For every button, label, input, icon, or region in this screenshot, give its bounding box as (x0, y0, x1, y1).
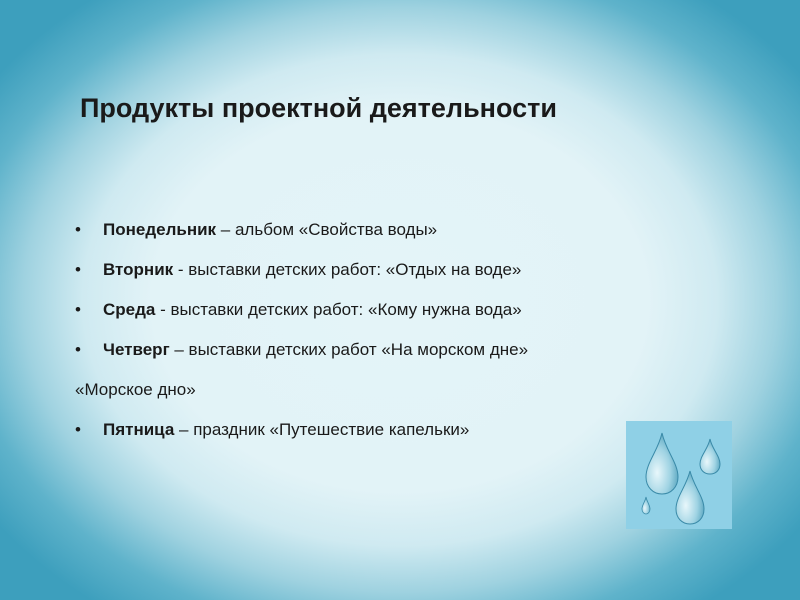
day-label: Вторник (103, 260, 174, 279)
water-drops-icon (626, 421, 732, 529)
list-item (75, 416, 715, 456)
day-label: Среда (103, 300, 156, 319)
bullet-icon: • (75, 420, 81, 439)
list-item (75, 256, 715, 296)
day-label: Пятница (103, 420, 175, 439)
list-item (75, 296, 715, 336)
item-text: «Морское дно» (75, 380, 196, 399)
bullet-icon: • (75, 340, 81, 359)
schedule-list (75, 216, 715, 456)
day-label: Четверг (103, 340, 170, 359)
item-text: – праздник «Путешествие капельки» (174, 420, 470, 439)
water-drops-image (626, 421, 732, 529)
item-text: - выставки детских работ: «Кому нужна вода» (155, 300, 522, 319)
list-item (75, 216, 715, 256)
item-text: – альбом «Свойства воды» (216, 220, 438, 239)
list-item (75, 336, 715, 376)
item-text: - выставки детских работ: «Отдых на воде» (173, 260, 522, 279)
slide-title: Продукты проектной деятельности (80, 93, 557, 123)
bullet-icon: • (75, 220, 81, 239)
item-text: – выставки детских работ «На морском дне» (169, 340, 529, 359)
list-item (75, 376, 715, 416)
bullet-icon: • (75, 300, 81, 319)
bullet-icon: • (75, 260, 81, 279)
day-label: Понедельник (103, 220, 217, 239)
